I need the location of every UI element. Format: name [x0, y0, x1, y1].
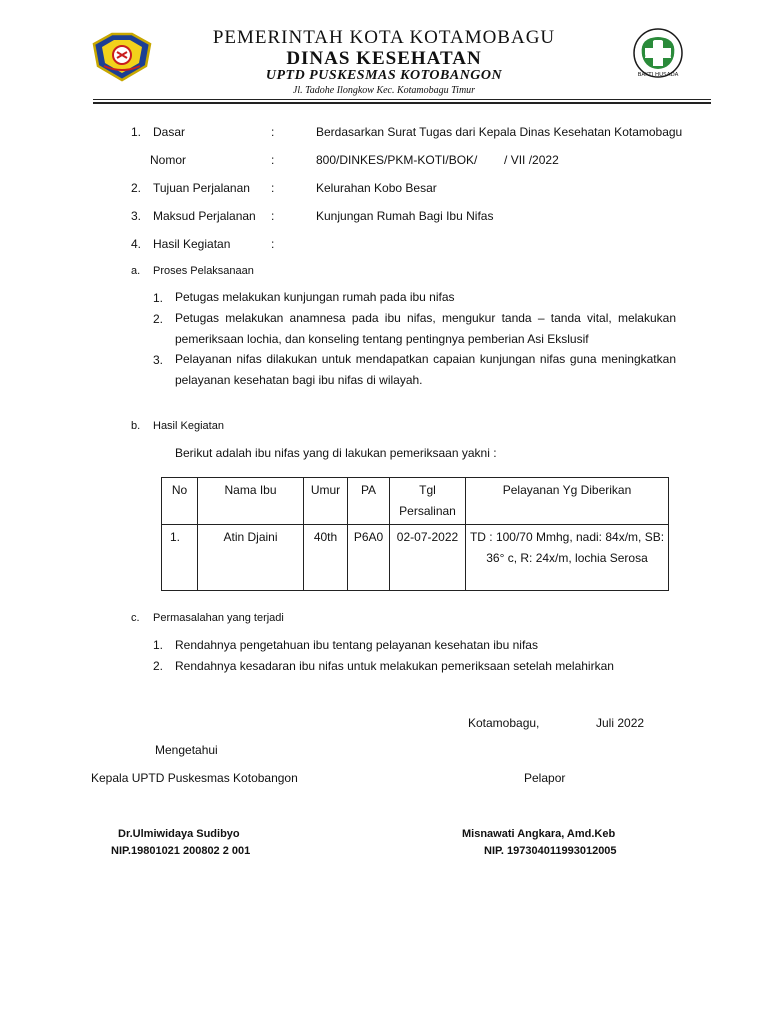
list-item: Rendahnya pengetahuan ibu tentang pelayanan kesehatan ibu nifas	[175, 638, 538, 652]
table-cell: 40th	[304, 525, 348, 591]
table-row	[162, 525, 669, 591]
field-separator: :	[271, 125, 275, 139]
letterhead-government: PEMERINTAH KOTA KOTAMOBAGU	[212, 27, 556, 48]
field-number: 3.	[131, 209, 142, 223]
section-b-title: Hasil Kegiatan	[153, 420, 224, 432]
table-cell: TD : 100/70 Mmhg, nadi: 84x/m, SB: 36° c, R: 24x/m, lochia Serosa	[466, 525, 669, 591]
field-number: 4.	[131, 237, 142, 251]
list-item: Petugas melakukan kunjungan rumah pada ibu nifas	[175, 290, 455, 304]
field-separator: :	[271, 209, 275, 223]
section-a-title: Proses Pelaksanaan	[153, 265, 254, 277]
field-number: 2.	[131, 181, 142, 195]
field-label: Nomor	[150, 153, 187, 167]
acknowledged-label: Mengetahui	[155, 743, 218, 757]
list-number: 2.	[153, 659, 164, 673]
right-signer-name: Misnawati Angkara, Amd.Keb	[462, 828, 616, 840]
field-value: 800/DINKES/PKM-KOTI/BOK/ / VII /2022	[316, 153, 559, 167]
column-header: PA	[348, 478, 390, 525]
field-label: Hasil Kegiatan	[153, 237, 231, 251]
left-signer-title: Kepala UPTD Puskesmas Kotobangon	[91, 771, 298, 785]
table-cell: Atin Djaini	[198, 525, 304, 591]
table-cell: 02-07-2022	[390, 525, 466, 591]
column-header: Pelayanan Yg Diberikan	[466, 478, 669, 525]
letterhead-rule-thick	[93, 102, 711, 104]
section-c-marker: c.	[131, 612, 140, 624]
list-number: 3.	[153, 353, 164, 367]
field-label: Tujuan Perjalanan	[153, 181, 250, 195]
right-signer-nip: NIP. 197304011993012005	[484, 845, 617, 857]
table-intro: Berikut adalah ibu nifas yang di lakukan pemeriksaan yakni :	[175, 446, 497, 460]
field-value: Kunjungan Rumah Bagi Ibu Nifas	[316, 209, 494, 223]
field-label: Maksud Perjalanan	[153, 209, 256, 223]
signing-date: Juli 2022	[596, 716, 645, 730]
table-header-row	[162, 478, 669, 525]
letterhead-address: Jl. Tadohe Ilongkow Kec. Kotamobagu Timur	[292, 85, 476, 96]
field-label: Dasar	[153, 125, 186, 139]
letterhead-rule-thin	[93, 99, 711, 100]
section-b-marker: b.	[131, 420, 141, 432]
list-number: 1.	[153, 638, 164, 652]
letterhead-agency: DINAS KESEHATAN	[286, 48, 482, 69]
list-item: Petugas melakukan anamnesa pada ibu nifas, mengukur tanda – tanda vital, melakukan pemeriksaan lochia, dan konseling tentang pentingnya pemberian Asi Ekslusif	[175, 311, 676, 346]
left-signer-nip: NIP.19801021 200802 2 001	[111, 845, 251, 857]
list-item: Pelayanan nifas dilakukan untuk mendapatkan capaian kunjungan nifas guna meningkatkan pelayanan kesehatan bagi ibu nifas di wilayah.	[175, 352, 676, 387]
field-separator: :	[271, 237, 275, 251]
list-item: Rendahnya kesadaran ibu nifas untuk melakukan pemeriksaan setelah melahirkan	[175, 659, 614, 673]
list-number: 1.	[153, 291, 164, 305]
field-value: Kelurahan Kobo Besar	[316, 181, 437, 195]
table-cell: 1.	[162, 525, 198, 591]
field-value: Berdasarkan Surat Tugas dari Kepala Dinas Kesehatan Kotamobagu	[316, 125, 683, 139]
right-signer-title: Pelapor	[524, 771, 566, 785]
field-number: 1.	[131, 125, 142, 139]
column-header: Tgl Persalinan	[390, 478, 466, 525]
section-a-marker: a.	[131, 265, 141, 277]
letterhead-unit: UPTD PUSKESMAS KOTOBANGON	[265, 68, 503, 83]
left-signer-name: Dr.Ulmiwidaya Sudibyo	[118, 828, 240, 840]
column-header: Umur	[304, 478, 348, 525]
column-header: No	[162, 478, 198, 525]
section-c-title: Permasalahan yang terjadi	[153, 612, 284, 624]
table-cell: P6A0	[348, 525, 390, 591]
field-separator: :	[271, 181, 275, 195]
list-number: 2.	[153, 312, 164, 326]
patient-table	[161, 477, 669, 591]
field-separator: :	[271, 153, 275, 167]
column-header: Nama Ibu	[198, 478, 304, 525]
signing-place: Kotamobagu,	[468, 716, 540, 730]
logo-ring-text: BAKTI HUSADA	[637, 72, 679, 78]
